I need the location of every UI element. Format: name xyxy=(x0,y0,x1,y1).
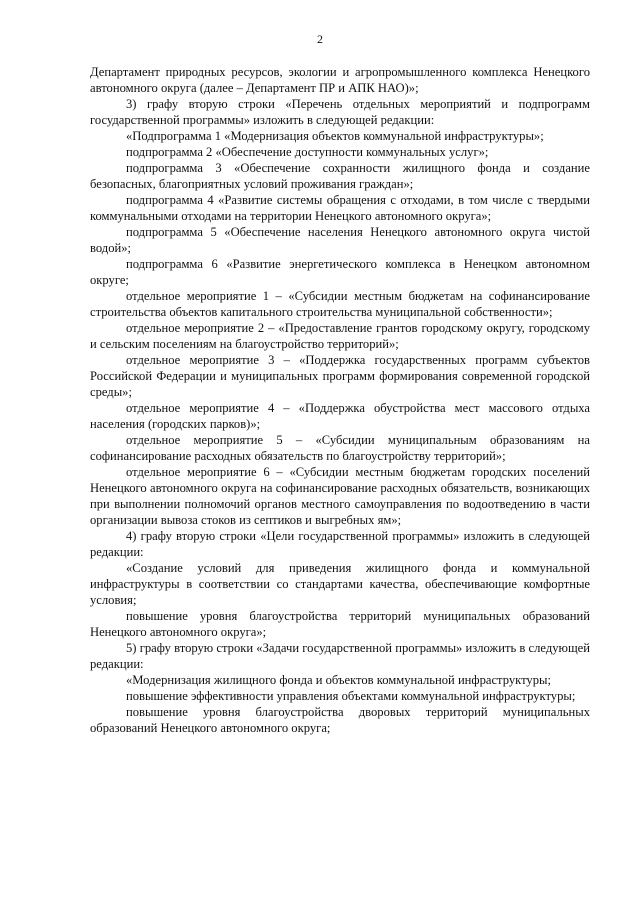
paragraph-9: отдельное мероприятие 1 – «Субсидии местным бюджетам на софинансирование строительства объектов капитального строительства муниципальной собственности»; xyxy=(90,289,590,319)
paragraph-18: 5) графу вторую строки «Задачи государственной программы» изложить в следующей редакции: xyxy=(90,641,590,671)
paragraph-14: отдельное мероприятие 6 – «Субсидии местным бюджетам городских поселений Ненецкого автономного округа на софинансирование расходных обязательств, возникающих при выполнении полномочий органов местного самоуправления по водоотведению в части организации вывоза стоков из септиков и выгребных ям»; xyxy=(90,465,590,527)
paragraph-20: повышение эффективности управления объектами коммунальной инфраструктуры; xyxy=(126,689,576,703)
paragraph-10: отдельное мероприятие 2 – «Предоставление грантов городскому округу, городскому и сельским поселениям на благоустройство территорий»; xyxy=(90,321,590,351)
paragraph-6: подпрограмма 4 «Развитие системы обращения с отходами, в том числе с твердыми коммунальными отходами на территории Ненецкого автономного округа»; xyxy=(90,193,590,223)
document-body xyxy=(90,64,590,736)
paragraph-16: «Создание условий для приведения жилищного фонда и коммунальной инфраструктуры в соответствии со стандартами качества, обеспечивающие комфортные условия; xyxy=(90,561,590,607)
paragraph-3: «Подпрограмма 1 «Модернизация объектов коммунальной инфраструктуры»; xyxy=(126,129,544,143)
paragraph-17: повышение уровня благоустройства территорий муниципальных образований Ненецкого автономного округа»; xyxy=(90,609,590,639)
paragraph-21: повышение уровня благоустройства дворовых территорий муниципальных образований Ненецкого автономного округа; xyxy=(90,705,590,735)
paragraph-2: 3) графу вторую строки «Перечень отдельных мероприятий и подпрограмм государственной программы» изложить в следующей редакции: xyxy=(90,97,590,127)
paragraph-12: отдельное мероприятие 4 – «Поддержка обустройства мест массового отдыха населения (городских парков)»; xyxy=(90,401,590,431)
paragraph-8: подпрограмма 6 «Развитие энергетического комплекса в Ненецком автономном округе; xyxy=(90,257,590,287)
paragraph-5: подпрограмма 3 «Обеспечение сохранности жилищного фонда и создание безопасных, благоприятных условий проживания граждан»; xyxy=(90,161,590,191)
paragraph-15: 4) графу вторую строки «Цели государственной программы» изложить в следующей редакции: xyxy=(90,529,590,559)
paragraph-4: подпрограмма 2 «Обеспечение доступности коммунальных услуг»; xyxy=(126,145,489,159)
paragraph-11: отдельное мероприятие 3 – «Поддержка государственных программ субъектов Российской Федерации и муниципальных программ формирования современной городской среды»; xyxy=(90,353,590,399)
paragraph-19: «Модернизация жилищного фонда и объектов коммунальной инфраструктуры; xyxy=(126,673,551,687)
paragraph-1: Департамент природных ресурсов, экологии и агропромышленного комплекса Ненецкого автономного округа (далее – Департамент ПР и АПК НАО)»; xyxy=(90,65,590,95)
paragraph-7: подпрограмма 5 «Обеспечение населения Ненецкого автономного округа чистой водой»; xyxy=(90,225,590,255)
page-number: 2 xyxy=(317,32,323,46)
paragraph-13: отдельное мероприятие 5 – «Субсидии муниципальным образованиям на софинансирование расходных обязательств по благоустройству территорий»; xyxy=(90,433,590,463)
